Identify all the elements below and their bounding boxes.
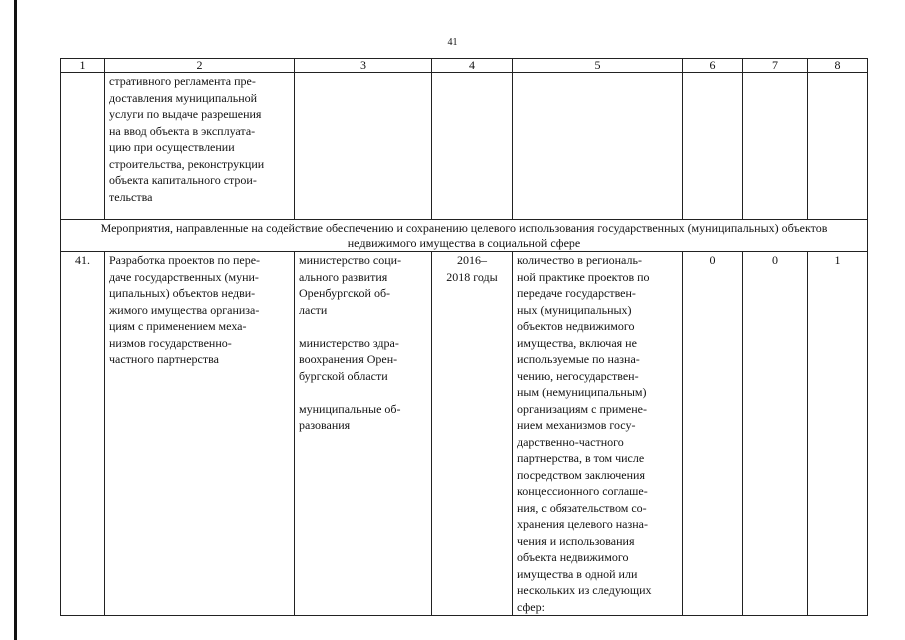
header-cell-5: 5 bbox=[513, 59, 683, 73]
row-number-cell bbox=[61, 73, 105, 220]
executors-cell bbox=[295, 73, 432, 220]
measure-cell bbox=[105, 73, 295, 220]
measure-text: стративного регламента пре- доставления муниципальной услуги по выдаче разрешения на ввод объекта в эксплуата- цию при осуществлении строительства, реконструкции объекта капитального строи- тельства bbox=[109, 74, 265, 204]
section-title: Мероприятия, направленные на содействие обеспечению и сохранению целевого использования государственных (муниципальных) объектов недвижимого имущества в социальной сфере bbox=[61, 220, 868, 252]
value-cell-8: 1 bbox=[808, 252, 868, 616]
period-cell bbox=[432, 252, 513, 616]
value-cell-6: 0 bbox=[683, 252, 743, 616]
table-row bbox=[61, 252, 868, 616]
measures-table bbox=[60, 58, 868, 616]
header-cell-6: 6 bbox=[683, 59, 743, 73]
row-number-cell: 41. bbox=[61, 252, 105, 616]
header-cell-1: 1 bbox=[61, 59, 105, 73]
measure-text: Разработка проектов по пере- даче государственных (муни- ципальных) объектов недви- жимого имущества организа- циям с применением меха- низмов государственно- частного партнерства bbox=[109, 253, 261, 366]
header-cell-3: 3 bbox=[295, 59, 432, 73]
value-cell-8 bbox=[808, 73, 868, 220]
indicator-text: количество в региональ- ной практике проектов по передаче государствен- ных (муниципальных) объектов недвижимого имущества, включая не используемые по назна- чению, негосударствен- ным (немуниципальным) организациям с примене- нием механизмов госу- дарственно-частного партнерства, в том числе посредством заключения концессионного соглаше- ния, с обязательством со- хранения целевого назна- чения и использования объекта недвижимого имущества в одной или нескольких из следующих сфер: bbox=[517, 253, 652, 614]
table-row bbox=[61, 73, 868, 220]
table-header-row bbox=[61, 59, 868, 73]
indicator-cell bbox=[513, 73, 683, 220]
period-text: 2016– 2018 годы bbox=[446, 253, 498, 284]
measure-cell bbox=[105, 252, 295, 616]
header-cell-8: 8 bbox=[808, 59, 868, 73]
header-cell-7: 7 bbox=[743, 59, 808, 73]
section-title-row bbox=[61, 220, 868, 252]
period-cell bbox=[432, 73, 513, 220]
page-number: 41 bbox=[447, 37, 458, 48]
value-cell-6 bbox=[683, 73, 743, 220]
header-cell-2: 2 bbox=[105, 59, 295, 73]
indicator-cell bbox=[513, 252, 683, 616]
value-cell-7 bbox=[743, 73, 808, 220]
executors-text: министерство соци- ального развития Оренбургской об- ласти министерство здра- воохранения Орен- бургской области муниципальные об- разования bbox=[299, 253, 402, 432]
left-margin-bar bbox=[14, 0, 17, 640]
header-cell-4: 4 bbox=[432, 59, 513, 73]
value-cell-7: 0 bbox=[743, 252, 808, 616]
executors-cell bbox=[295, 252, 432, 616]
